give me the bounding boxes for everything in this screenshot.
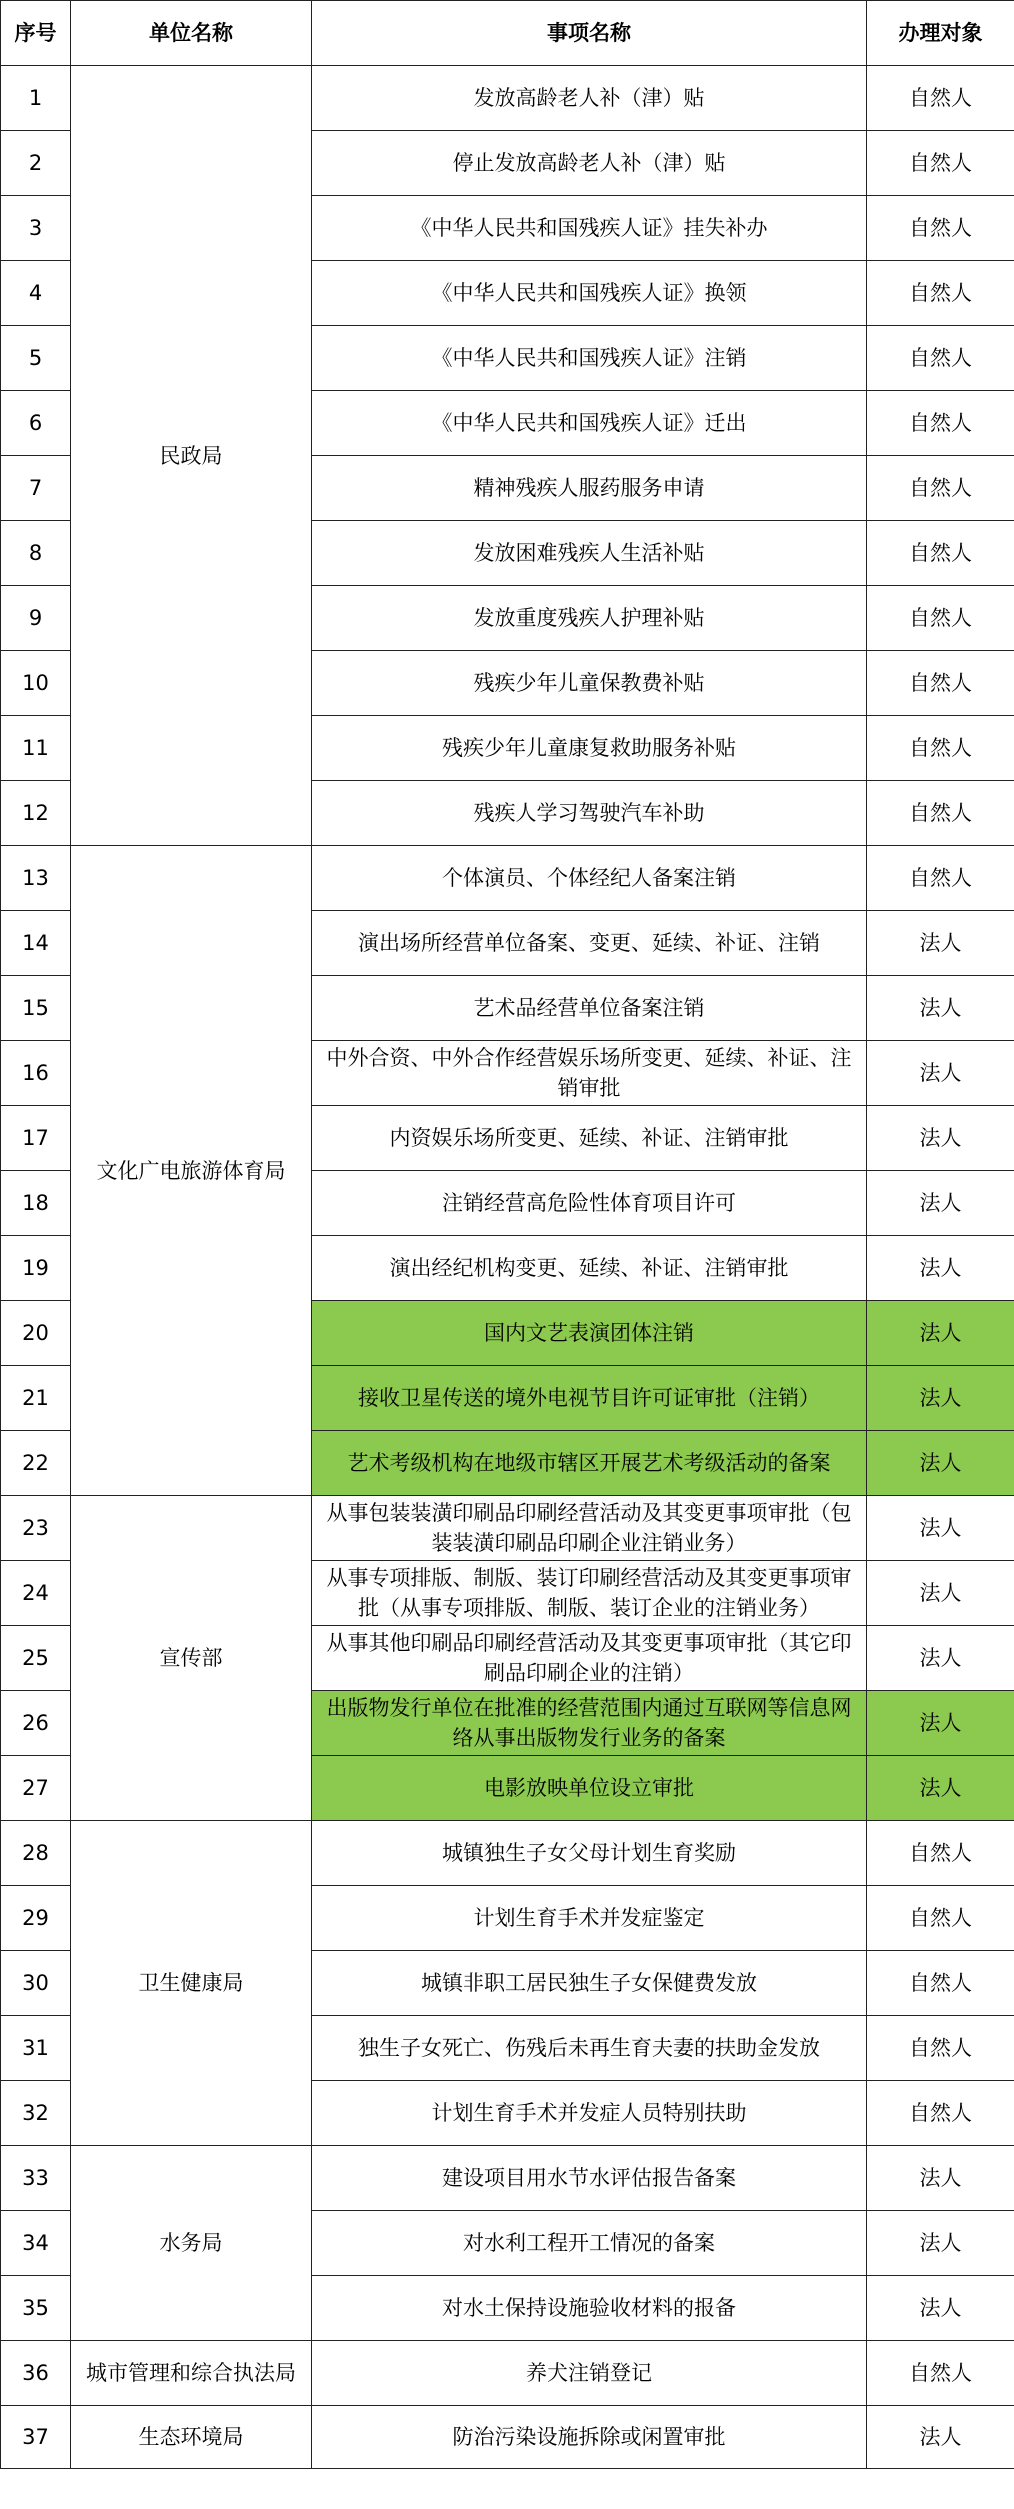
target-type: 法人 — [867, 1756, 1014, 1821]
row-number: 12 — [1, 781, 71, 846]
target-type: 法人 — [867, 2276, 1014, 2341]
table-row — [1, 1821, 1014, 1886]
department-name: 城市管理和综合执法局 — [71, 2341, 312, 2406]
row-number: 19 — [1, 1236, 71, 1301]
item-name: 从事包装装潢印刷品印刷经营活动及其变更事项审批（包装装潢印刷品印刷企业注销业务） — [312, 1496, 867, 1561]
target-type: 自然人 — [867, 131, 1014, 196]
target-type: 自然人 — [867, 2081, 1014, 2146]
department-name: 民政局 — [71, 66, 312, 846]
row-number: 28 — [1, 1821, 71, 1886]
item-name: 养犬注销登记 — [312, 2341, 867, 2406]
item-name: 发放重度残疾人护理补贴 — [312, 586, 867, 651]
target-type: 法人 — [867, 1561, 1014, 1626]
item-name: 演出场所经营单位备案、变更、延续、补证、注销 — [312, 911, 867, 976]
row-number: 30 — [1, 1951, 71, 2016]
item-name: 从事其他印刷品印刷经营活动及其变更事项审批（其它印刷品印刷企业的注销） — [312, 1626, 867, 1691]
header-no: 序号 — [1, 1, 71, 66]
item-name: 国内文艺表演团体注销 — [312, 1301, 867, 1366]
item-name: 对水利工程开工情况的备案 — [312, 2211, 867, 2276]
target-type: 自然人 — [867, 196, 1014, 261]
item-name: 残疾少年儿童保教费补贴 — [312, 651, 867, 716]
row-number: 26 — [1, 1691, 71, 1756]
item-name: 《中华人民共和国残疾人证》挂失补办 — [312, 196, 867, 261]
item-name: 出版物发行单位在批准的经营范围内通过互联网等信息网络从事出版物发行业务的备案 — [312, 1691, 867, 1756]
item-name: 发放困难残疾人生活补贴 — [312, 521, 867, 586]
target-type: 法人 — [867, 1366, 1014, 1431]
target-type: 法人 — [867, 2211, 1014, 2276]
department-name: 宣传部 — [71, 1496, 312, 1821]
item-name: 停止发放高龄老人补（津）贴 — [312, 131, 867, 196]
row-number: 31 — [1, 2016, 71, 2081]
row-number: 6 — [1, 391, 71, 456]
row-number: 37 — [1, 2406, 71, 2469]
item-name: 《中华人民共和国残疾人证》换领 — [312, 261, 867, 326]
target-type: 自然人 — [867, 586, 1014, 651]
row-number: 21 — [1, 1366, 71, 1431]
target-type: 法人 — [867, 2406, 1014, 2469]
row-number: 7 — [1, 456, 71, 521]
target-type: 自然人 — [867, 846, 1014, 911]
target-type: 自然人 — [867, 781, 1014, 846]
row-number: 35 — [1, 2276, 71, 2341]
row-number: 3 — [1, 196, 71, 261]
row-number: 32 — [1, 2081, 71, 2146]
target-type: 法人 — [867, 1301, 1014, 1366]
row-number: 17 — [1, 1106, 71, 1171]
item-name: 《中华人民共和国残疾人证》注销 — [312, 326, 867, 391]
target-type: 自然人 — [867, 2016, 1014, 2081]
target-type: 法人 — [867, 1496, 1014, 1561]
row-number: 10 — [1, 651, 71, 716]
header-target: 办理对象 — [867, 1, 1014, 66]
item-name: 计划生育手术并发症人员特别扶助 — [312, 2081, 867, 2146]
target-type: 法人 — [867, 1236, 1014, 1301]
item-name: 城镇独生子女父母计划生育奖励 — [312, 1821, 867, 1886]
target-type: 自然人 — [867, 521, 1014, 586]
row-number: 29 — [1, 1886, 71, 1951]
row-number: 20 — [1, 1301, 71, 1366]
target-type: 自然人 — [867, 716, 1014, 781]
target-type: 法人 — [867, 1041, 1014, 1106]
item-name: 对水土保持设施验收材料的报备 — [312, 2276, 867, 2341]
item-name: 个体演员、个体经纪人备案注销 — [312, 846, 867, 911]
target-type: 自然人 — [867, 261, 1014, 326]
item-name: 内资娱乐场所变更、延续、补证、注销审批 — [312, 1106, 867, 1171]
table-row — [1, 1496, 1014, 1561]
item-name: 精神残疾人服药服务申请 — [312, 456, 867, 521]
row-number: 14 — [1, 911, 71, 976]
table-row — [1, 2146, 1014, 2211]
row-number: 27 — [1, 1756, 71, 1821]
row-number: 33 — [1, 2146, 71, 2211]
item-name: 艺术品经营单位备案注销 — [312, 976, 867, 1041]
target-type: 自然人 — [867, 1951, 1014, 2016]
target-type: 法人 — [867, 976, 1014, 1041]
target-type: 自然人 — [867, 651, 1014, 716]
row-number: 8 — [1, 521, 71, 586]
row-number: 9 — [1, 586, 71, 651]
item-name: 《中华人民共和国残疾人证》迁出 — [312, 391, 867, 456]
target-type: 法人 — [867, 1171, 1014, 1236]
item-name: 演出经纪机构变更、延续、补证、注销审批 — [312, 1236, 867, 1301]
row-number: 18 — [1, 1171, 71, 1236]
row-number: 11 — [1, 716, 71, 781]
header-item: 事项名称 — [312, 1, 867, 66]
header-dept: 单位名称 — [71, 1, 312, 66]
row-number: 13 — [1, 846, 71, 911]
target-type: 法人 — [867, 1626, 1014, 1691]
row-number: 36 — [1, 2341, 71, 2406]
table-row — [1, 2406, 1014, 2469]
row-number: 24 — [1, 1561, 71, 1626]
row-number: 22 — [1, 1431, 71, 1496]
department-name: 卫生健康局 — [71, 1821, 312, 2146]
department-name: 文化广电旅游体育局 — [71, 846, 312, 1496]
department-name: 水务局 — [71, 2146, 312, 2341]
table-row — [1, 66, 1014, 131]
row-number: 16 — [1, 1041, 71, 1106]
row-number: 15 — [1, 976, 71, 1041]
row-number: 25 — [1, 1626, 71, 1691]
target-type: 法人 — [867, 1106, 1014, 1171]
target-type: 自然人 — [867, 1821, 1014, 1886]
item-name: 注销经营高危险性体育项目许可 — [312, 1171, 867, 1236]
table-row — [1, 2341, 1014, 2406]
row-number: 34 — [1, 2211, 71, 2276]
target-type: 自然人 — [867, 456, 1014, 521]
item-name: 城镇非职工居民独生子女保健费发放 — [312, 1951, 867, 2016]
item-name: 从事专项排版、制版、装订印刷经营活动及其变更事项审批（从事专项排版、制版、装订企业的注销业务） — [312, 1561, 867, 1626]
target-type: 法人 — [867, 2146, 1014, 2211]
item-name: 残疾少年儿童康复救助服务补贴 — [312, 716, 867, 781]
item-name: 接收卫星传送的境外电视节目许可证审批（注销） — [312, 1366, 867, 1431]
target-type: 自然人 — [867, 1886, 1014, 1951]
target-type: 自然人 — [867, 66, 1014, 131]
target-type: 法人 — [867, 911, 1014, 976]
header-row — [1, 1, 1014, 66]
row-number: 4 — [1, 261, 71, 326]
row-number: 2 — [1, 131, 71, 196]
department-name: 生态环境局 — [71, 2406, 312, 2469]
target-type: 自然人 — [867, 2341, 1014, 2406]
row-number: 5 — [1, 326, 71, 391]
item-name: 发放高龄老人补（津）贴 — [312, 66, 867, 131]
item-name: 计划生育手术并发症鉴定 — [312, 1886, 867, 1951]
item-name: 防治污染设施拆除或闲置审批 — [312, 2406, 867, 2469]
item-name: 建设项目用水节水评估报告备案 — [312, 2146, 867, 2211]
target-type: 自然人 — [867, 326, 1014, 391]
item-name: 电影放映单位设立审批 — [312, 1756, 867, 1821]
target-type: 法人 — [867, 1691, 1014, 1756]
row-number: 1 — [1, 66, 71, 131]
target-type: 法人 — [867, 1431, 1014, 1496]
item-name: 艺术考级机构在地级市辖区开展艺术考级活动的备案 — [312, 1431, 867, 1496]
target-type: 自然人 — [867, 391, 1014, 456]
item-name: 独生子女死亡、伤残后未再生育夫妻的扶助金发放 — [312, 2016, 867, 2081]
item-name: 残疾人学习驾驶汽车补助 — [312, 781, 867, 846]
item-name: 中外合资、中外合作经营娱乐场所变更、延续、补证、注销审批 — [312, 1041, 867, 1106]
table-body — [1, 66, 1014, 2469]
row-number: 23 — [1, 1496, 71, 1561]
table-row — [1, 846, 1014, 911]
